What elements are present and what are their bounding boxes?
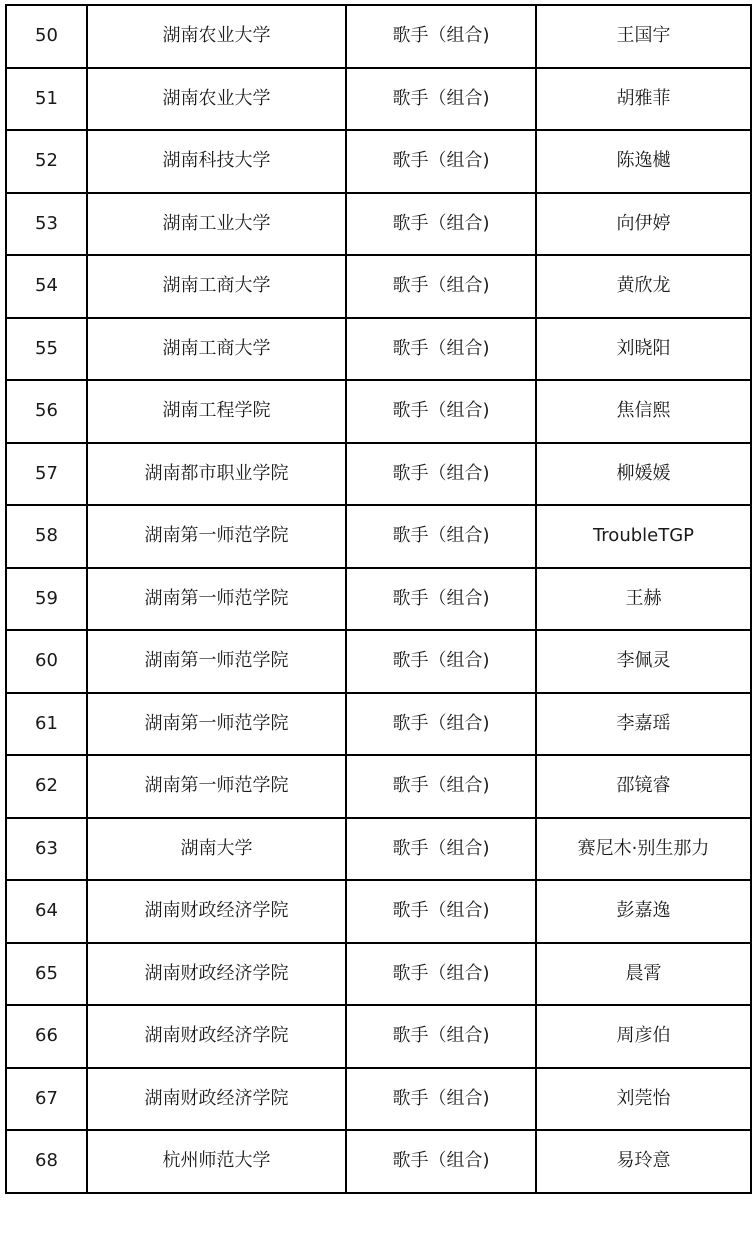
- entry-number-cell: 66: [6, 1005, 87, 1068]
- category-cell: 歌手（组合): [346, 193, 536, 256]
- category-cell: 歌手（组合): [346, 943, 536, 1006]
- entry-number-cell: 56: [6, 380, 87, 443]
- school-cell: 湖南都市职业学院: [87, 443, 346, 506]
- contestant-name-cell: 王赫: [536, 568, 751, 631]
- category-cell: 歌手（组合): [346, 505, 536, 568]
- contestant-name-cell: 胡雅菲: [536, 68, 751, 131]
- entry-number-cell: 64: [6, 880, 87, 943]
- contestant-name-cell: 陈逸樾: [536, 130, 751, 193]
- contestant-name-cell: 李嘉瑶: [536, 693, 751, 756]
- roster-sheet: [5, 4, 750, 1194]
- contestant-name-cell: 刘晓阳: [536, 318, 751, 381]
- roster-table: [5, 4, 752, 1194]
- category-cell: 歌手（组合): [346, 818, 536, 881]
- contestant-name-cell: 刘莞怡: [536, 1068, 751, 1131]
- contestant-name-cell: TroubleTGP: [536, 505, 751, 568]
- category-cell: 歌手（组合): [346, 1005, 536, 1068]
- roster-table-body: [6, 5, 751, 1193]
- table-row: [6, 193, 751, 256]
- contestant-name-cell: 柳媛媛: [536, 443, 751, 506]
- entry-number-cell: 55: [6, 318, 87, 381]
- school-cell: 湖南大学: [87, 818, 346, 881]
- school-cell: 湖南财政经济学院: [87, 943, 346, 1006]
- table-row: [6, 818, 751, 881]
- contestant-name-cell: 黄欣龙: [536, 255, 751, 318]
- category-cell: 歌手（组合): [346, 443, 536, 506]
- school-cell: 湖南财政经济学院: [87, 1005, 346, 1068]
- school-cell: 湖南农业大学: [87, 68, 346, 131]
- entry-number-cell: 65: [6, 943, 87, 1006]
- table-row: [6, 755, 751, 818]
- school-cell: 湖南财政经济学院: [87, 880, 346, 943]
- table-row: [6, 380, 751, 443]
- table-row: [6, 5, 751, 68]
- entry-number-cell: 67: [6, 1068, 87, 1131]
- entry-number-cell: 57: [6, 443, 87, 506]
- table-row: [6, 568, 751, 631]
- table-row: [6, 130, 751, 193]
- category-cell: 歌手（组合): [346, 5, 536, 68]
- entry-number-cell: 59: [6, 568, 87, 631]
- contestant-name-cell: 向伊婷: [536, 193, 751, 256]
- category-cell: 歌手（组合): [346, 1068, 536, 1131]
- entry-number-cell: 62: [6, 755, 87, 818]
- table-row: [6, 630, 751, 693]
- school-cell: 湖南第一师范学院: [87, 505, 346, 568]
- school-cell: 杭州师范大学: [87, 1130, 346, 1193]
- category-cell: 歌手（组合): [346, 68, 536, 131]
- entry-number-cell: 68: [6, 1130, 87, 1193]
- contestant-name-cell: 晨霄: [536, 943, 751, 1006]
- contestant-name-cell: 王国宇: [536, 5, 751, 68]
- contestant-name-cell: 彭嘉逸: [536, 880, 751, 943]
- category-cell: 歌手（组合): [346, 568, 536, 631]
- contestant-name-cell: 周彦伯: [536, 1005, 751, 1068]
- category-cell: 歌手（组合): [346, 255, 536, 318]
- school-cell: 湖南工商大学: [87, 255, 346, 318]
- table-row: [6, 880, 751, 943]
- table-row: [6, 505, 751, 568]
- table-row: [6, 1005, 751, 1068]
- table-row: [6, 693, 751, 756]
- school-cell: 湖南第一师范学院: [87, 630, 346, 693]
- category-cell: 歌手（组合): [346, 693, 536, 756]
- category-cell: 歌手（组合): [346, 318, 536, 381]
- table-row: [6, 255, 751, 318]
- table-row: [6, 68, 751, 131]
- contestant-name-cell: 邵镜睿: [536, 755, 751, 818]
- category-cell: 歌手（组合): [346, 880, 536, 943]
- entry-number-cell: 58: [6, 505, 87, 568]
- category-cell: 歌手（组合): [346, 755, 536, 818]
- table-row: [6, 1130, 751, 1193]
- school-cell: 湖南工程学院: [87, 380, 346, 443]
- table-row: [6, 943, 751, 1006]
- school-cell: 湖南财政经济学院: [87, 1068, 346, 1131]
- school-cell: 湖南第一师范学院: [87, 693, 346, 756]
- entry-number-cell: 50: [6, 5, 87, 68]
- entry-number-cell: 61: [6, 693, 87, 756]
- contestant-name-cell: 赛尼木·别生那力: [536, 818, 751, 881]
- school-cell: 湖南科技大学: [87, 130, 346, 193]
- contestant-name-cell: 李佩灵: [536, 630, 751, 693]
- entry-number-cell: 51: [6, 68, 87, 131]
- school-cell: 湖南工商大学: [87, 318, 346, 381]
- school-cell: 湖南农业大学: [87, 5, 346, 68]
- category-cell: 歌手（组合): [346, 130, 536, 193]
- contestant-name-cell: 焦信熙: [536, 380, 751, 443]
- school-cell: 湖南工业大学: [87, 193, 346, 256]
- category-cell: 歌手（组合): [346, 1130, 536, 1193]
- category-cell: 歌手（组合): [346, 630, 536, 693]
- category-cell: 歌手（组合): [346, 380, 536, 443]
- entry-number-cell: 60: [6, 630, 87, 693]
- school-cell: 湖南第一师范学院: [87, 568, 346, 631]
- entry-number-cell: 53: [6, 193, 87, 256]
- school-cell: 湖南第一师范学院: [87, 755, 346, 818]
- table-row: [6, 318, 751, 381]
- entry-number-cell: 54: [6, 255, 87, 318]
- entry-number-cell: 63: [6, 818, 87, 881]
- table-row: [6, 443, 751, 506]
- entry-number-cell: 52: [6, 130, 87, 193]
- contestant-name-cell: 易玲意: [536, 1130, 751, 1193]
- table-row: [6, 1068, 751, 1131]
